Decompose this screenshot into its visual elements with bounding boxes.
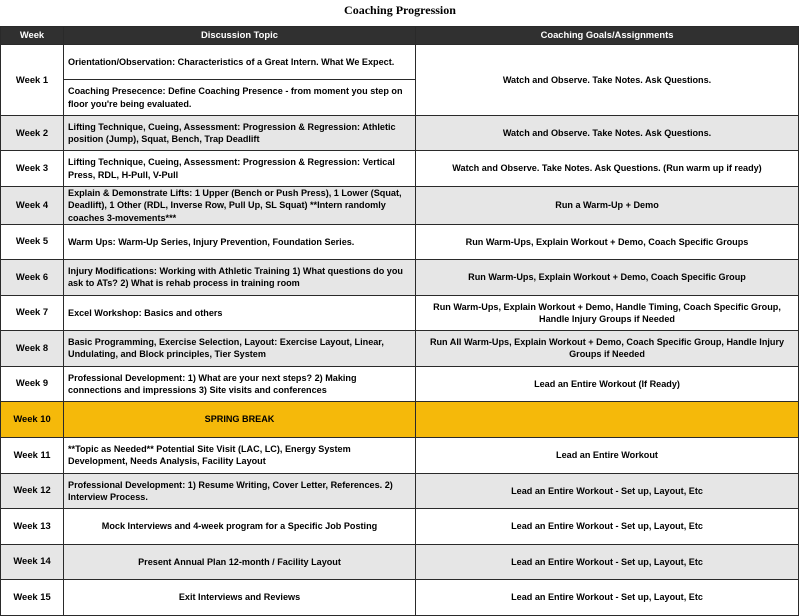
goals-cell: Run Warm-Ups, Explain Workout + Demo, Coach Specific Group xyxy=(416,259,799,295)
goals-cell: Lead an Entire Workout xyxy=(416,437,799,473)
goals-cell: Lead an Entire Workout (If Ready) xyxy=(416,366,799,401)
goals-column-header: Coaching Goals/Assignments xyxy=(416,27,799,45)
goals-cell: Watch and Observe. Take Notes. Ask Questions. (Run warm up if ready) xyxy=(416,151,799,187)
topic-cell: Lifting Technique, Cueing, Assessment: Progression & Regression: Vertical Press, RDL, H-Pull, V-Pull xyxy=(64,151,416,187)
week-cell: Week 3 xyxy=(1,151,64,187)
topic-cell: Exit Interviews and Reviews xyxy=(64,579,416,615)
week-cell: Week 1 xyxy=(1,45,64,116)
week-cell: Week 5 xyxy=(1,224,64,259)
table-row-week-11 xyxy=(1,437,799,473)
goals-cell: Lead an Entire Workout - Set up, Layout, Etc xyxy=(416,508,799,544)
coaching-progression-table xyxy=(0,26,799,616)
week-cell: Week 10 xyxy=(1,401,64,437)
page-title: Coaching Progression xyxy=(344,3,456,17)
table-row-week-14 xyxy=(1,544,799,579)
table-row-week-10 xyxy=(1,401,799,437)
table-row-week-12 xyxy=(1,473,799,508)
topic-cell: Lifting Technique, Cueing, Assessment: Progression & Regression: Athletic position (Jump), Squat, Bench, Trap Deadlift xyxy=(64,116,416,151)
goals-cell: Run All Warm-Ups, Explain Workout + Demo, Coach Specific Group, Handle Injury Groups if Needed xyxy=(416,330,799,366)
goals-cell: Run a Warm-Up + Demo xyxy=(416,187,799,225)
week-cell: Week 2 xyxy=(1,116,64,151)
goals-cell xyxy=(416,401,799,437)
topic-cell: Basic Programming, Exercise Selection, Layout: Exercise Layout, Linear, Undulating, and Block principles, Tier System xyxy=(64,330,416,366)
week-cell: Week 12 xyxy=(1,473,64,508)
header-row xyxy=(1,27,799,45)
week-cell: Week 7 xyxy=(1,295,64,330)
topic-column-header: Discussion Topic xyxy=(64,27,416,45)
table-row-week-4 xyxy=(1,187,799,225)
goals-cell: Lead an Entire Workout - Set up, Layout, Etc xyxy=(416,473,799,508)
week-cell: Week 9 xyxy=(1,366,64,401)
topic-cell: Present Annual Plan 12-month / Facility Layout xyxy=(64,544,416,579)
goals-cell: Lead an Entire Workout - Set up, Layout, Etc xyxy=(416,579,799,615)
week-column-header: Week xyxy=(1,27,64,45)
goals-cell: Watch and Observe. Take Notes. Ask Questions. xyxy=(416,116,799,151)
topic-cell: **Topic as Needed** Potential Site Visit (LAC, LC), Energy System Development, Needs Analysis, Facility Layout xyxy=(64,437,416,473)
table-row-week-2 xyxy=(1,116,799,151)
table-row-week-3 xyxy=(1,151,799,187)
topic-cell: Mock Interviews and 4-week program for a Specific Job Posting xyxy=(64,508,416,544)
table-row-week-15 xyxy=(1,579,799,615)
table-row-week-7 xyxy=(1,295,799,330)
week-cell: Week 6 xyxy=(1,259,64,295)
table-row-week-5 xyxy=(1,224,799,259)
table-row-week-13 xyxy=(1,508,799,544)
goals-cell: Run Warm-Ups, Explain Workout + Demo, Handle Timing, Coach Specific Group, Handle Injury Groups if Needed xyxy=(416,295,799,330)
topic-cell: Injury Modifications: Working with Athletic Training 1) What questions do you ask to ATs? 2) What is rehab process in training room xyxy=(64,259,416,295)
table-row-week-8 xyxy=(1,330,799,366)
goals-cell: Lead an Entire Workout - Set up, Layout, Etc xyxy=(416,544,799,579)
topic-cell: SPRING BREAK xyxy=(64,401,416,437)
topic-cell: Explain & Demonstrate Lifts: 1 Upper (Bench or Push Press), 1 Lower (Squat, Deadlift), 1 Other (RDL, Inverse Row, Pull Up, SL Squat) **Intern randomly coaches 3-movements*** xyxy=(64,187,416,225)
topic-cell: Warm Ups: Warm-Up Series, Injury Prevention, Foundation Series. xyxy=(64,224,416,259)
topic-cell: Orientation/Observation: Characteristics of a Great Intern. What We Expect. xyxy=(64,45,416,80)
table-row-week-6 xyxy=(1,259,799,295)
week-cell: Week 8 xyxy=(1,330,64,366)
week-cell: Week 4 xyxy=(1,187,64,225)
topic-cell: Professional Development: 1) What are your next steps? 2) Making connections and impressions 3) Site visits and conferences xyxy=(64,366,416,401)
topic-cell: Excel Workshop: Basics and others xyxy=(64,295,416,330)
week-cell: Week 15 xyxy=(1,579,64,615)
week-cell: Week 14 xyxy=(1,544,64,579)
goals-cell: Watch and Observe. Take Notes. Ask Questions. xyxy=(416,45,799,116)
week-cell: Week 11 xyxy=(1,437,64,473)
table-row-week-1 xyxy=(1,45,799,80)
topic-cell: Coaching Presecence: Define Coaching Presence - from moment you step on floor you're being evaluated. xyxy=(64,80,416,116)
topic-cell: Professional Development: 1) Resume Writing, Cover Letter, References. 2) Interview Process. xyxy=(64,473,416,508)
goals-cell: Run Warm-Ups, Explain Workout + Demo, Coach Specific Groups xyxy=(416,224,799,259)
table-row-week-9 xyxy=(1,366,799,401)
week-cell: Week 13 xyxy=(1,508,64,544)
